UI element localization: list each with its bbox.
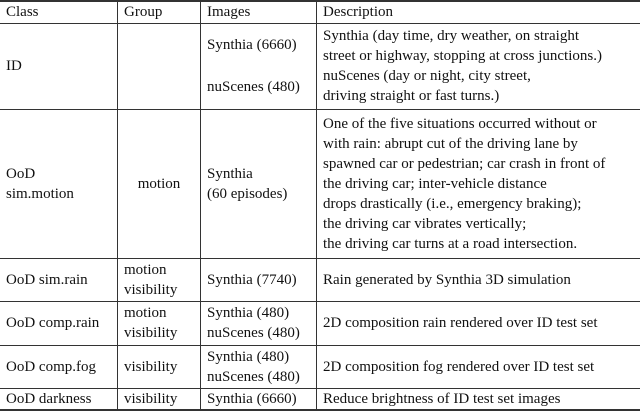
description-line: nuScenes (day or night, city street, (323, 66, 634, 86)
images-line: nuScenes (480) (207, 77, 310, 97)
description-line: spawned car or pedestrian; car crash in front of (323, 154, 634, 174)
description-cell (317, 109, 640, 258)
images-line: Synthia (480) (207, 347, 310, 367)
class-cell: OoD comp.fog (0, 345, 118, 388)
header-description: Description (317, 1, 640, 23)
images-cell (201, 258, 317, 301)
description-cell (317, 345, 640, 388)
class-cell: OoD comp.rain (0, 301, 118, 345)
group-cell (118, 301, 201, 345)
images-line: nuScenes (480) (207, 367, 310, 387)
class-line: sim.motion (6, 184, 111, 204)
description-cell (317, 258, 640, 301)
header-group: Group (118, 1, 201, 23)
description-line: 2D composition rain rendered over ID test set (323, 313, 634, 333)
group-line: visibility (124, 357, 194, 377)
description-line: Rain generated by Synthia 3D simulation (323, 270, 634, 290)
class-cell (0, 109, 118, 258)
description-cell (317, 301, 640, 345)
description-line: street or highway, stopping at cross junctions.) (323, 46, 634, 66)
class-cell: ID (0, 23, 118, 109)
class-line: OoD (6, 164, 111, 184)
description-line: with rain: abrupt cut of the driving lane by (323, 134, 634, 154)
group-cell (118, 258, 201, 301)
group-cell (118, 345, 201, 388)
images-line: Synthia (207, 164, 310, 184)
group-line: visibility (124, 389, 194, 409)
header-row (0, 1, 640, 23)
group-line: motion (124, 260, 194, 280)
images-line: Synthia (6660) (207, 35, 310, 55)
group-cell (118, 388, 201, 410)
description-line: the driving car; inter-vehicle distance (323, 174, 634, 194)
description-cell (317, 388, 640, 410)
table-row (0, 388, 640, 410)
description-line: Reduce brightness of ID test set images (323, 389, 634, 409)
images-cell (201, 109, 317, 258)
description-line: 2D composition fog rendered over ID test set (323, 357, 634, 377)
description-line: drops drastically (i.e., emergency braking); (323, 194, 634, 214)
description-line: One of the five situations occurred without or (323, 114, 634, 134)
images-cell (201, 23, 317, 109)
description-line: driving straight or fast turns.) (323, 86, 634, 106)
table-row (0, 23, 640, 109)
images-cell (201, 388, 317, 410)
class-cell: OoD darkness (0, 388, 118, 410)
group-line: visibility (124, 323, 194, 343)
images-cell (201, 301, 317, 345)
group-cell (118, 109, 201, 258)
images-line: Synthia (6660) (207, 389, 310, 409)
class-cell: OoD sim.rain (0, 258, 118, 301)
description-cell (317, 23, 640, 109)
group-line: motion (124, 174, 194, 194)
images-line: nuScenes (480) (207, 323, 310, 343)
group-line: visibility (124, 280, 194, 300)
table-row (0, 345, 640, 388)
group-line: motion (124, 303, 194, 323)
images-line: (60 episodes) (207, 184, 310, 204)
images-cell (201, 345, 317, 388)
images-line: Synthia (7740) (207, 270, 310, 290)
group-cell (118, 23, 201, 109)
images-line: Synthia (480) (207, 303, 310, 323)
table-row (0, 109, 640, 258)
header-class: Class (0, 1, 118, 23)
table-row (0, 258, 640, 301)
description-line: the driving car turns at a road intersection. (323, 234, 634, 254)
table-row (0, 301, 640, 345)
description-line: the driving car vibrates vertically; (323, 214, 634, 234)
header-images: Images (201, 1, 317, 23)
description-line: Synthia (day time, dry weather, on straight (323, 26, 634, 46)
